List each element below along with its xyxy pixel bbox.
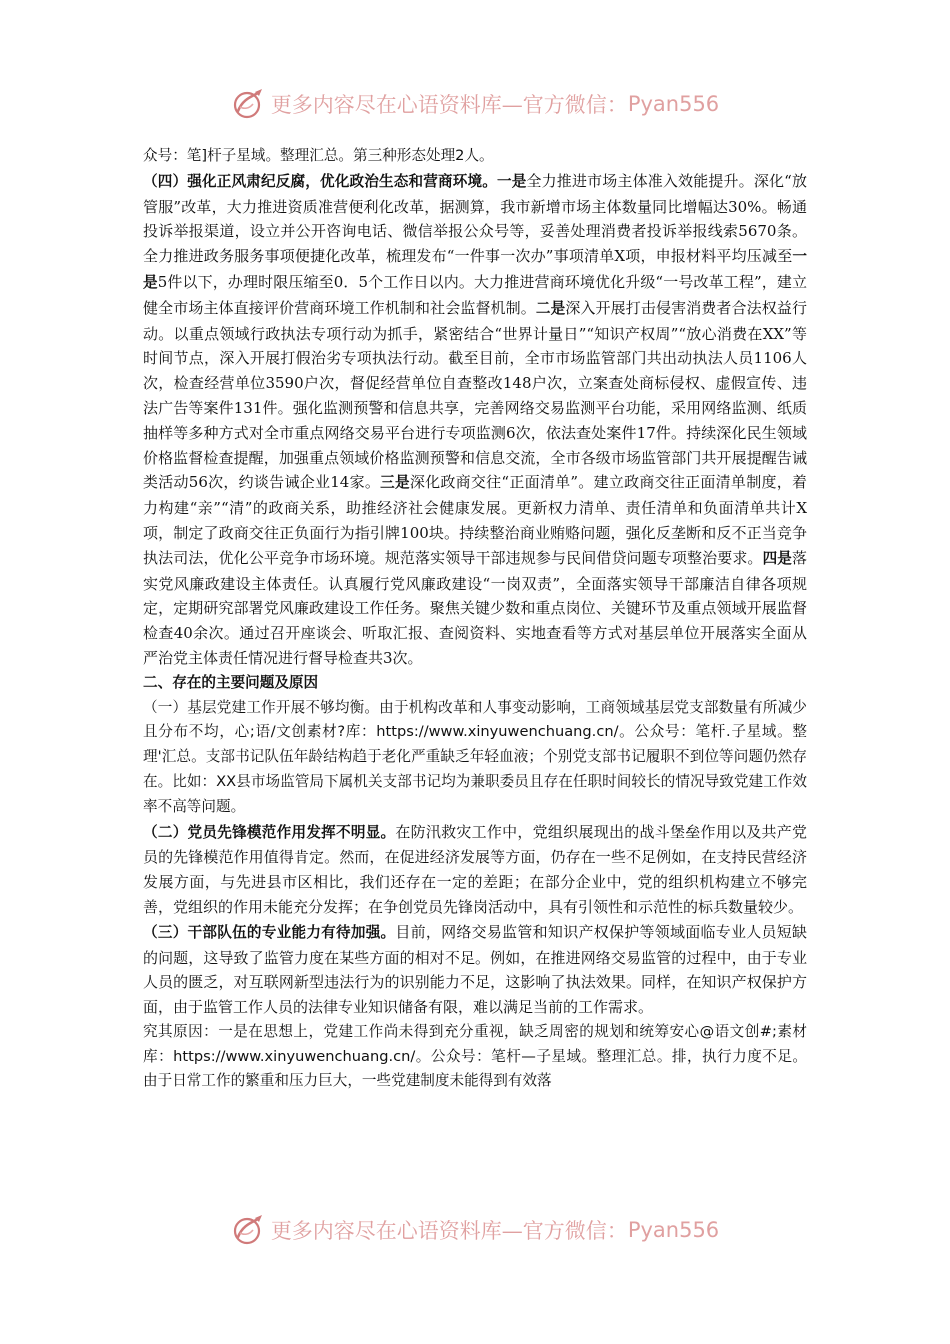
- problem-three-text: 目前，网络交易监管和知识产权保护等领域面临专业人员短缺的问题，这导致了监管力度在某些方面的相对不足。例如，在推进网络交易监管的过程中，由于专业人员的匮乏，对互联网新型违法行为的识别能力不足，这影响了执法效果。同样，在知识产权保护方面，由于监管工作人员的法律专业知识储备有限，难以满足当前的工作需求。: [143, 922, 807, 1017]
- keyword-second: 二是: [535, 299, 566, 317]
- section-four-text-3: 深入开展打击侵害消费者合法权益行动。以重点领域行政执法专项行动为抓手，紧密结合“世界计量日”“知识产权周”“放心消费在XX”等时间节点，深入开展打假治劣专项执法行动。截至目前，全市市场监管部门共出动执法人员1106人次，检查经营单位3590户次，督促经营单位自查整改148户次，立案查处商标侵权、虚假宣传、违法广告等案件131件。强化监测预警和信息共享，完善网络交易监测平台功能，采用网络监测、纸质抽样等多种方式对全市重点网络交易平台进行专项监测6次，依法查处案件17件。持续深化民生领域价格监督检查提醒，加强重点领域价格监测预警和信息交流，全市各级市场监管部门共开展提醒告诫类活动56次，约谈告诫企业14家。: [143, 298, 807, 492]
- watermark-header: [0, 84, 950, 124]
- paragraph-problem-two: [143, 820, 807, 920]
- pen-swirl-logo-icon: [231, 87, 265, 121]
- watermark-wechat-id: Pyan556: [627, 1218, 720, 1242]
- watermark-wechat-id: Pyan556: [627, 92, 720, 116]
- paragraph-causes: 究其原因：一是在思想上，党建工作尚未得到充分重视，缺乏周密的规划和统筹安心@语文创#;素材库：https://www.xinyuwenchuang.cn/。公众号：笔杆—子星域。整理汇总。排，执行力度不足。由于日常工作的繁重和压力巨大，一些党建制度未能得到有效落: [143, 1022, 807, 1090]
- paragraph-section-four: [143, 169, 807, 671]
- section-four-text-1: 全力推进市场主体准入效能提升。深化“放管服”改革，大力推进资质准营便利化改革，据测算，我市新增市场主体数量同比增幅达30%。畅通投诉举报渠道，设立并公开咨询电话、微信举报公众号等，妥善处理消费者投诉举报线索5670条。全力推进政务服务事项便捷化改革，梳理发布“一件事一次办”事项清单X项，申报材料平均压减至: [143, 171, 807, 266]
- keyword-first: 一是: [497, 172, 527, 190]
- paragraph-continuation: 众号：笔]杆子星域。整理汇总。第三种形态处理2人。: [143, 147, 494, 164]
- section-four-text-2: 5件以下，办理时限压缩至0．5个工作日以内。大力推进营商环境优化升级“一号改革工程”，建立健全市场主体直接评价营商环境工作机制和社会监督机制。: [143, 272, 807, 317]
- problem-two-heading: （二）党员先锋模范作用发挥不明显。: [143, 823, 396, 841]
- keyword-fourth: 四是: [762, 549, 792, 567]
- section-four-text-4: 深化政商交往“正面清单”。建立政商交往正面清单制度，着力构建“亲”“清”的政商关系，助推经济社会健康发展。更新权力清单、责任清单和负面清单共计X项，制定了政商交往正负面行为指引牌100块。持续整治商业贿赂问题，强化反垄断和反不正当竞争执法司法，优化公平竞争市场环境。规范落实领导干部违规参与民间借贷问题专项整治要求。: [143, 473, 807, 567]
- pen-swirl-logo-icon: [231, 1213, 265, 1247]
- watermark-text: 更多内容尽在心语资料库—官方微信：: [270, 1219, 628, 1243]
- keyword-first-repeat: 一是: [143, 248, 807, 291]
- document-body: [143, 144, 807, 1094]
- problem-three-heading: （三）干部队伍的专业能力有待加强。: [143, 923, 396, 941]
- watermark-footer: [0, 1210, 950, 1250]
- problem-two-text: 在防汛救灾工作中，党组织展现出的战斗堡垒作用以及共产党员的先锋模范作用值得肯定。然而，在促进经济发展等方面，仍存在一些不足例如，在支持民营经济发展方面，与先进县市区相比，我们还存在一定的差距；在部分企业中，党的组织机构建立不够完善，党组织的作用未能充分发挥；在争创党员先锋岗活动中，具有引领性和示范性的标兵数量较少。: [143, 822, 807, 916]
- section-two-heading: 二、存在的主要问题及原因: [143, 673, 319, 691]
- paragraph-problem-three: [143, 920, 807, 1020]
- paragraph-problem-one: （一）基层党建工作开展不够均衡。由于机构改革和人事变动影响，工商领域基层党支部数量有所减少且分布不均，心;语/文创素材?库：https://www.xinyuwenchuang.cn/。公众号：笔杆.子星域。整理'汇总。支部书记队伍年龄结构趋于老化严重缺乏年轻血液；个别党支部书记履职不到位等问题仍然存在。比如：XX县市场监管局下属机关支部书记均为兼职委员且存在任职时间较长的情况导致党建工作效率不高等问题。: [143, 698, 807, 815]
- keyword-third: 三是: [380, 474, 410, 492]
- section-four-text-5: 落实党风廉政建设主体责任。认真履行党风廉政建设“一岗双责”，全面落实领导干部廉洁自律各项规定，定期研究部署党风廉政建设工作任务。聚焦关键少数和重点岗位、关键环节及重点领域开展监督检查40余次。通过召开座谈会、听取汇报、查阅资料、实地查看等方式对基层单位开展落实全面从严治党主体责任情况进行督导检查共3次。: [143, 548, 807, 667]
- section-four-heading: （四）强化正风肃纪反腐，优化政治生态和营商环境。: [143, 172, 497, 190]
- watermark-text: 更多内容尽在心语资料库—官方微信：: [270, 93, 628, 117]
